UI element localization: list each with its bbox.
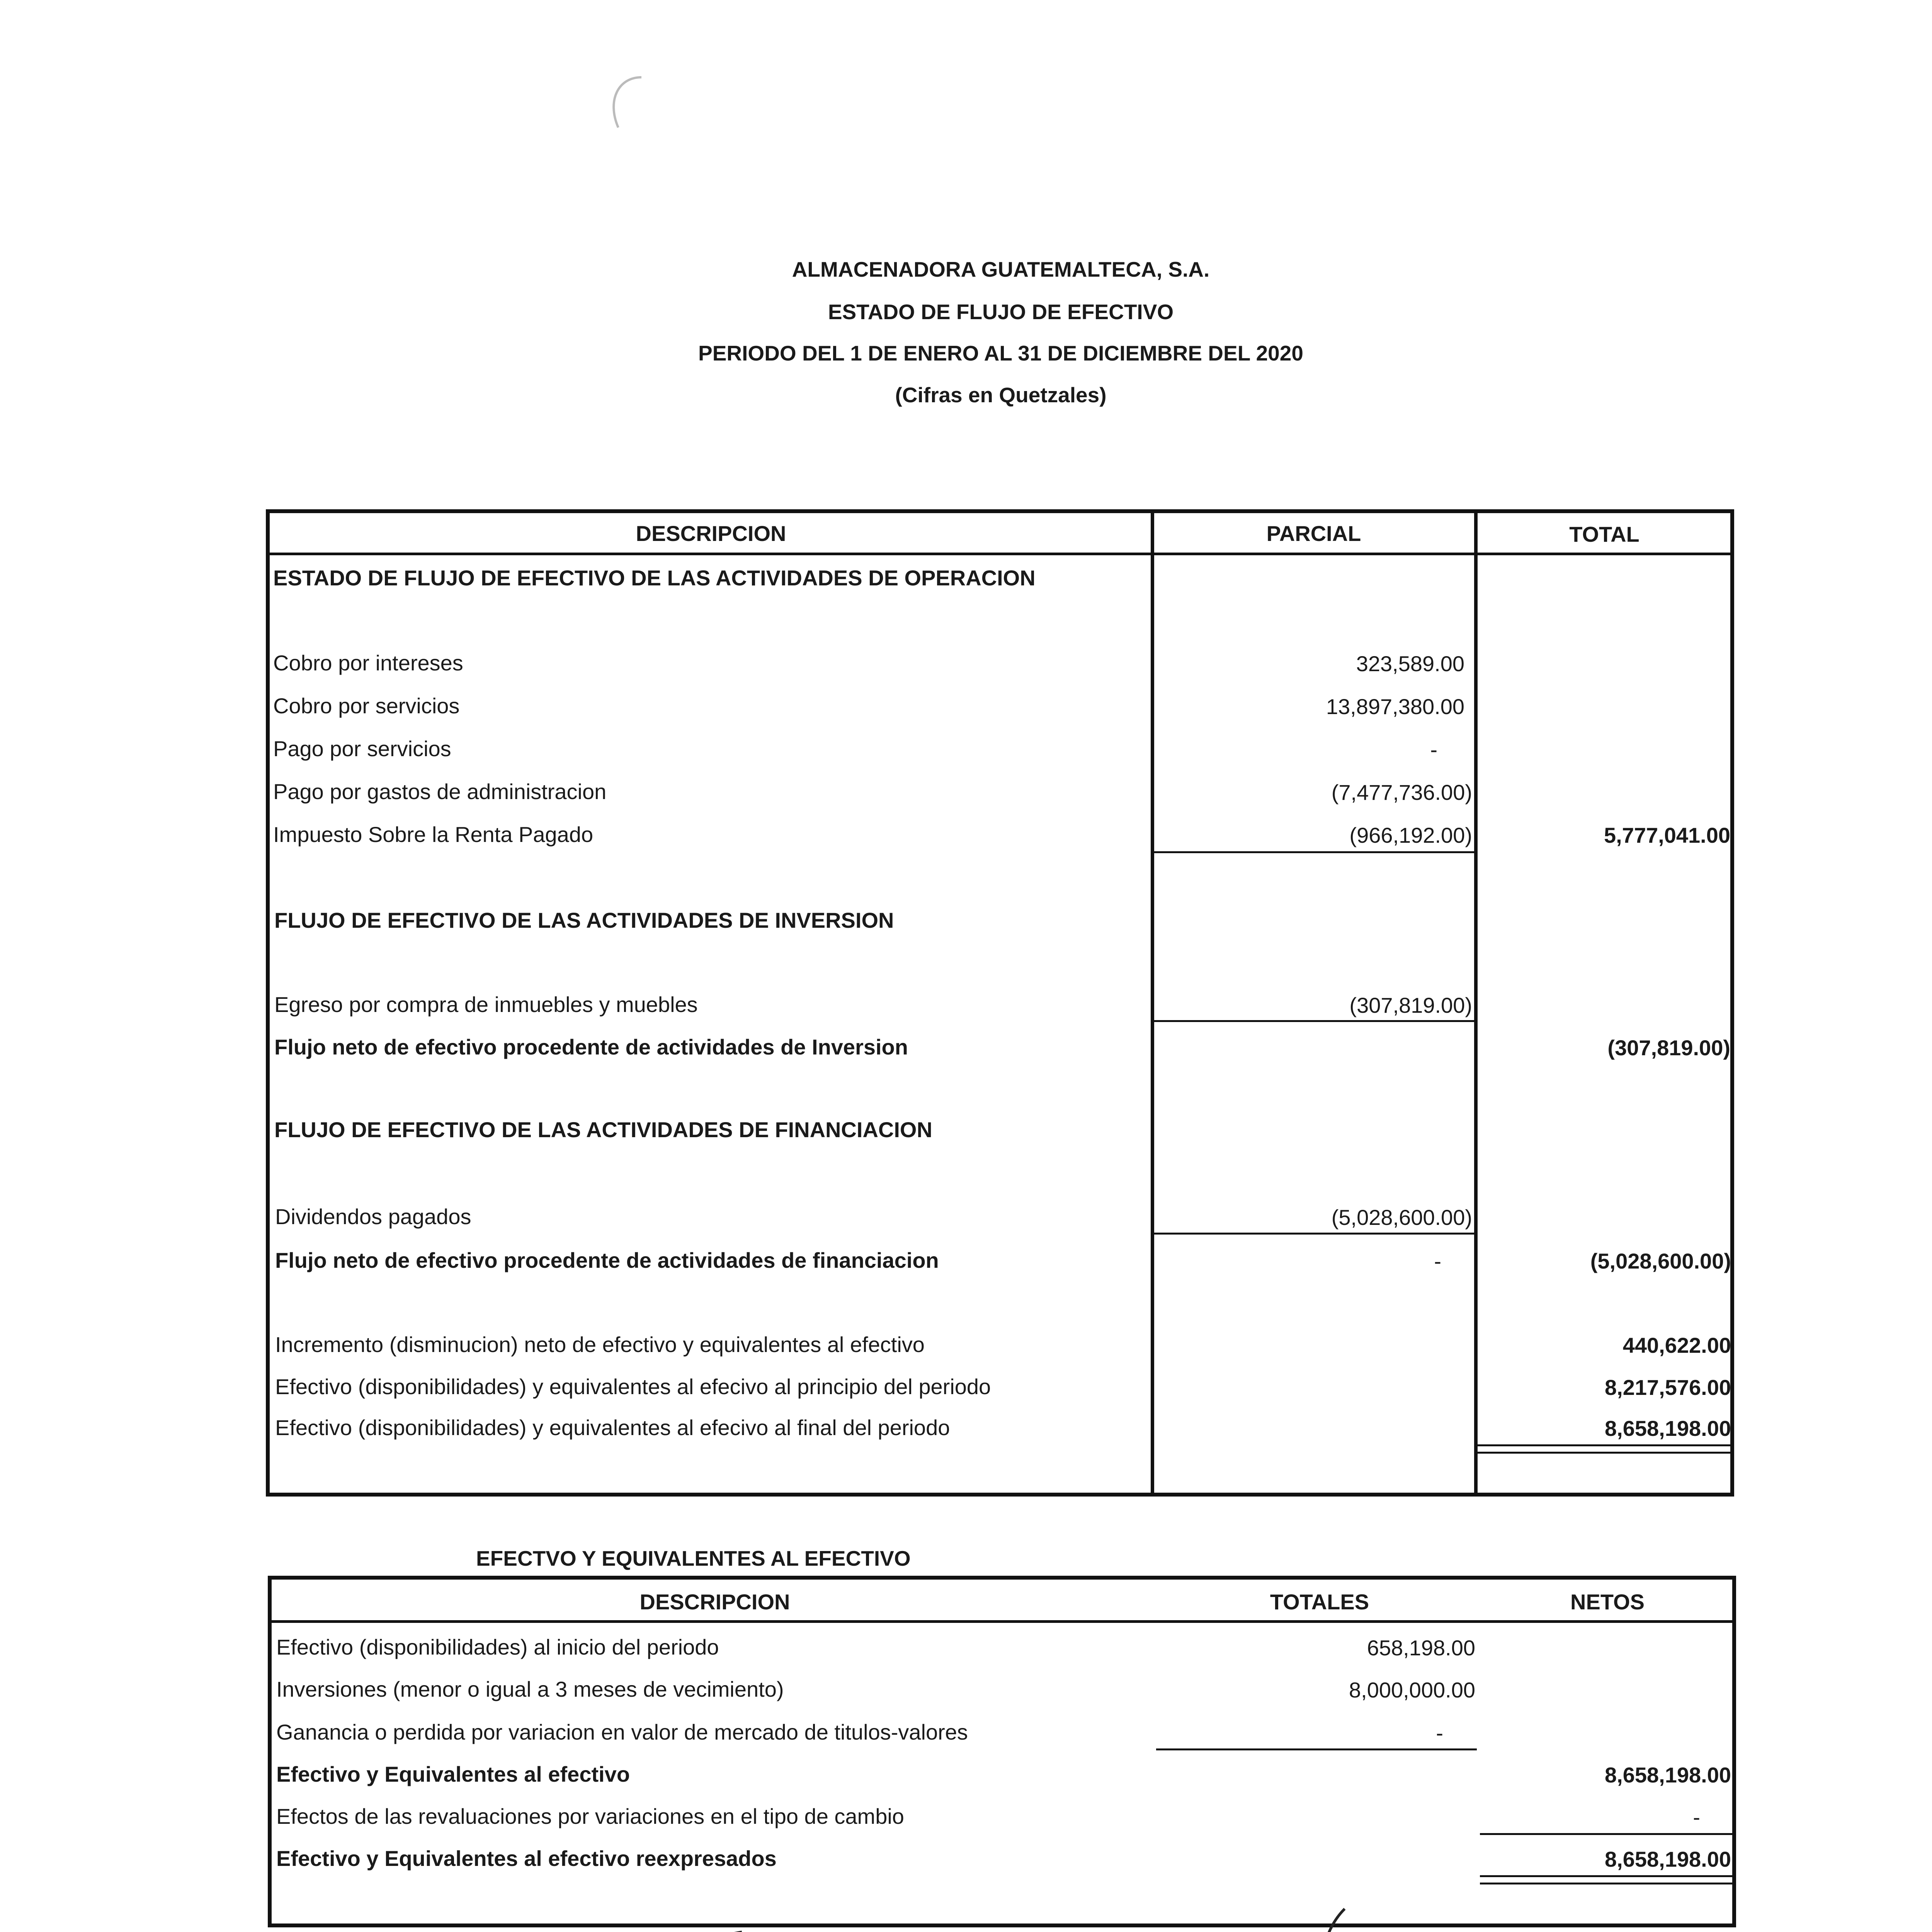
row-partial: 13,897,380.00 — [1326, 694, 1464, 719]
row-desc: Pago por gastos de administracion — [273, 779, 607, 804]
col-descripcion: DESCRIPCION — [639, 1590, 790, 1614]
summary-total: 440,622.00 — [1622, 1333, 1731, 1357]
summary-desc: Efectivo (disponibilidades) y equivalentes al efecivo al principio del periodo — [275, 1374, 991, 1399]
row-desc: Ganancia o perdida por variacion en valor de mercado de titulos-valores — [276, 1720, 968, 1744]
signature-right — [1294, 1905, 1623, 1932]
row-desc: Inversiones (menor o igual a 3 meses de vecimiento) — [276, 1677, 784, 1701]
statement-period: PERIODO DEL 1 DE ENERO AL 31 DE DICIEMBRE DEL 2020 — [698, 341, 1303, 365]
row-desc: Dividendos pagados — [275, 1204, 471, 1229]
row-desc: Efectos de las revaluaciones por variaciones en el tipo de cambio — [276, 1804, 904, 1828]
row-desc: Efectivo (disponibilidades) al inicio del periodo — [276, 1635, 719, 1659]
row-partial: - — [1430, 737, 1437, 762]
financing-heading: FLUJO DE EFECTIVO DE LAS ACTIVIDADES DE FINANCIACION — [274, 1117, 932, 1142]
table2-header-rule — [268, 1620, 1736, 1623]
row-netos: 8,658,198.00 — [1605, 1763, 1731, 1787]
table1-divider-partial — [1151, 509, 1154, 1497]
investing-net-label: Flujo neto de efectivo procedente de actividades de Inversion — [274, 1035, 908, 1059]
partial-subtotal-rule — [1153, 1020, 1474, 1022]
col-descripcion: DESCRIPCION — [636, 521, 786, 546]
financing-net-total: (5,028,600.00) — [1590, 1249, 1731, 1273]
row-partial: (966,192.00) — [1349, 823, 1472, 847]
row-partial: 323,589.00 — [1356, 651, 1464, 676]
summary-desc: Incremento (disminucion) neto de efectivo y equivalentes al efectivo — [275, 1332, 925, 1357]
row-netos: 8,658,198.00 — [1605, 1847, 1731, 1871]
table2-title: EFECTVO Y EQUIVALENTES AL EFECTIVO — [476, 1546, 911, 1570]
investing-net-total: (307,819.00) — [1607, 1036, 1730, 1060]
row-partial: (5,028,600.00) — [1331, 1205, 1472, 1230]
double-underline-top — [1477, 1444, 1732, 1446]
row-desc: Egreso por compra de inmuebles y muebles — [274, 992, 698, 1017]
row-partial: (7,477,736.00) — [1331, 780, 1472, 804]
row-desc: Cobro por servicios — [273, 694, 460, 718]
financing-net-partial: - — [1434, 1249, 1441, 1273]
operating-total: 5,777,041.00 — [1604, 823, 1730, 847]
scan-artifact — [595, 70, 657, 139]
financing-net-label: Flujo neto de efectivo procedente de actividades de financiacion — [275, 1248, 939, 1272]
double-underline-bottom — [1477, 1452, 1732, 1454]
row-totales: 8,000,000.00 — [1349, 1678, 1475, 1702]
subtotal-rule — [1156, 1748, 1477, 1750]
col-total: TOTAL — [1569, 522, 1639, 546]
double-underline-bottom — [1480, 1883, 1735, 1884]
currency-note: (Cifras en Quetzales) — [895, 383, 1107, 407]
col-parcial: PARCIAL — [1266, 521, 1361, 546]
row-desc: Impuesto Sobre la Renta Pagado — [273, 822, 594, 847]
row-totales: 658,198.00 — [1367, 1636, 1475, 1660]
row-desc-bold: Efectivo y Equivalentes al efectivo reexpresados — [276, 1846, 777, 1871]
subtotal-rule — [1480, 1833, 1735, 1835]
signature-left — [464, 1924, 773, 1932]
row-totales: - — [1436, 1721, 1443, 1745]
table2-border — [268, 1576, 1736, 1927]
double-underline-top — [1480, 1875, 1735, 1877]
col-netos: NETOS — [1570, 1590, 1645, 1614]
col-totales: TOTALES — [1270, 1590, 1369, 1614]
table1-header-rule — [266, 553, 1734, 555]
row-desc: Cobro por intereses — [273, 651, 463, 675]
row-desc-bold: Efectivo y Equivalentes al efectivo — [276, 1762, 630, 1786]
operating-heading: ESTADO DE FLUJO DE EFECTIVO DE LAS ACTIVIDADES DE OPERACION — [273, 566, 1036, 590]
row-netos: - — [1693, 1805, 1700, 1829]
company-name: ALMACENADORA GUATEMALTECA, S.A. — [792, 257, 1210, 281]
partial-subtotal-rule — [1153, 851, 1474, 853]
partial-subtotal-rule — [1153, 1233, 1474, 1235]
summary-total: 8,217,576.00 — [1605, 1375, 1731, 1400]
row-partial: (307,819.00) — [1349, 993, 1472, 1017]
statement-title: ESTADO DE FLUJO DE EFECTIVO — [828, 300, 1174, 324]
summary-desc: Efectivo (disponibilidades) y equivalentes al efecivo al final del periodo — [275, 1415, 950, 1440]
row-desc: Pago por servicios — [273, 736, 451, 761]
table1-divider-total — [1474, 509, 1478, 1497]
investing-heading: FLUJO DE EFECTIVO DE LAS ACTIVIDADES DE INVERSION — [274, 908, 894, 932]
summary-total: 8,658,198.00 — [1605, 1416, 1731, 1440]
